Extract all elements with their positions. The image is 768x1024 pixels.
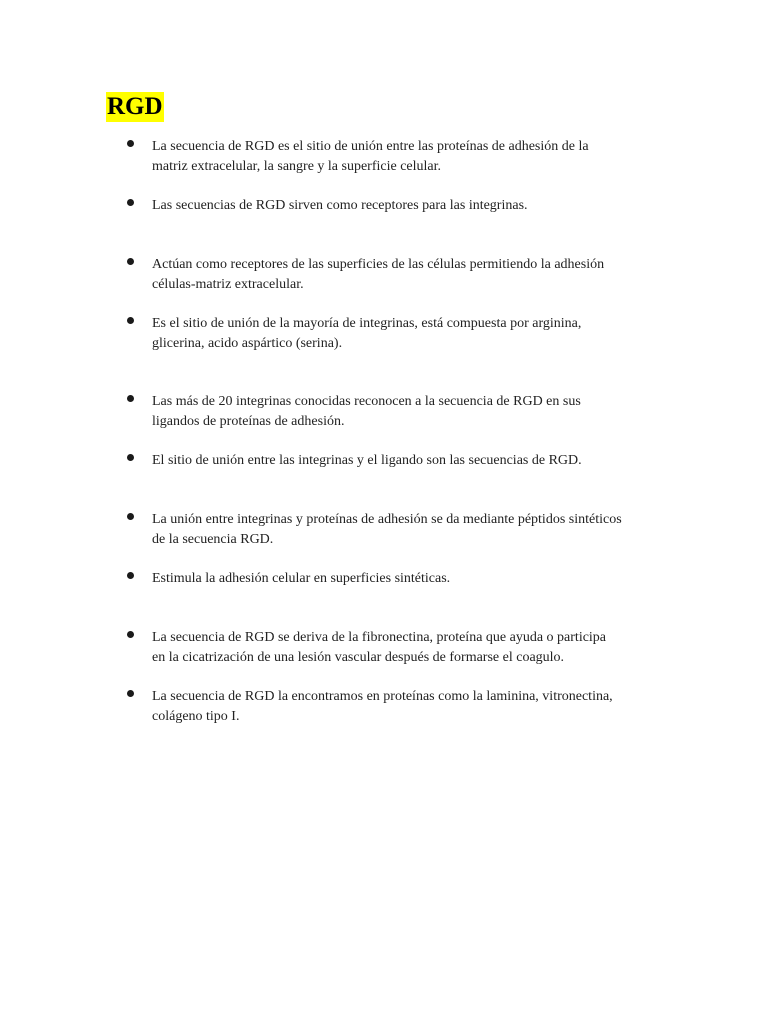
list-item-text: La secuencia de RGD se deriva de la fibronectina, proteína que ayuda o participa en la cicatrización de una lesión vascular después de formarse el coagulo. [152, 630, 607, 665]
list-item-text: Las secuencias de RGD sirven como receptores para las integrinas. [152, 198, 528, 213]
bullet-icon [127, 140, 134, 147]
list-item-text: Estimula la adhesión celular en superficies sintéticas. [152, 571, 451, 586]
list-item-text: La secuencia de RGD es el sitio de unión entre las proteínas de adhesión de la matriz extracelular, la sangre y la superficie celular. [152, 139, 589, 174]
bullet-icon [127, 454, 134, 461]
list-item-text: La secuencia de RGD la encontramos en proteínas como la laminina, vitronectina, colágeno tipo I. [152, 689, 613, 724]
bullet-icon [127, 258, 134, 265]
list-item-text: Actúan como receptores de las superficies de las células permitiendo la adhesión células-matriz extracelular. [152, 257, 605, 292]
list-item-text: Es el sitio de unión de la mayoría de integrinas, está compuesta por arginina, glicerina, acido aspártico (serina). [152, 316, 582, 351]
bullet-icon [127, 395, 134, 402]
document-title: RGD [107, 93, 163, 120]
bullet-icon [127, 199, 134, 206]
bullet-icon [127, 631, 134, 638]
list-item-text: Las más de 20 integrinas conocidas reconocen a la secuencia de RGD en sus ligandos de proteínas de adhesión. [152, 394, 581, 429]
list-item-text: La unión entre integrinas y proteínas de adhesión se da mediante péptidos sintéticos de la secuencia RGD. [152, 512, 622, 547]
bullet-icon [127, 572, 134, 579]
bullet-icon [127, 317, 134, 324]
list-item-text: El sitio de unión entre las integrinas y el ligando son las secuencias de RGD. [152, 453, 582, 468]
bullet-icon [127, 513, 134, 520]
bullet-icon [127, 690, 134, 697]
